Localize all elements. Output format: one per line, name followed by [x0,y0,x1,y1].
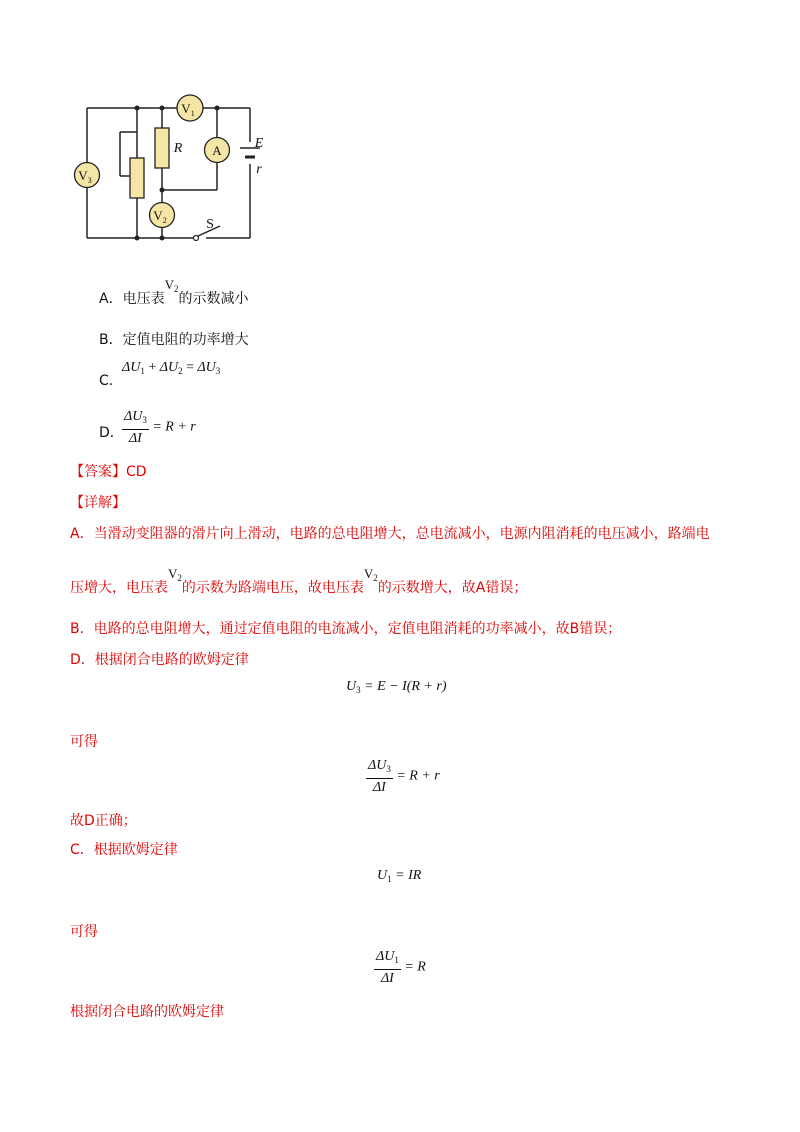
explain-a-line1: A．当滑动变阻器的滑片向上滑动，电路的总电阻增大，总电流减小，电源内阻消耗的电压减小，路端电 [70,526,710,542]
option-c-formula: $\Delta U_1 + \Delta U_2 = \Delta U_3$ [122,360,221,376]
equation-4: $\frac{\Delta U_1}{\Delta I}$ = R [376,949,426,986]
equation-1: $U_3 = E - I(R + r)$ [346,679,447,695]
ammeter-label: A [212,143,222,158]
explain-c: C．根据欧姆定律 [70,842,178,858]
v3-label: $V_3$ [78,168,92,185]
option-c-label: C． [99,373,123,389]
kede-2: 可得 [70,924,98,940]
explain-b: B．电路的总电阻增大，通过定值电阻的电流减小，定值电阻消耗的功率减小，故B错误； [70,621,622,637]
meter-v2-symbol: $V_2$ [168,566,182,583]
rheostat [130,158,144,198]
option-a: A．电压表$V_2$的示数减小 [99,277,249,307]
option-b: B．定值电阻的功率增大 [99,332,249,348]
circuit-diagram [70,90,270,250]
explain-a-line2: 压增大，电压表$V_2$的示数为路端电压，故电压表$V_2$的示数增大，故A错误； [70,566,528,596]
option-d-formula: $\frac{\Delta U_3}{\Delta I}$ = R + r [124,409,196,446]
explain-d-correct: 故D正确； [70,813,137,829]
answer: 【答案】CD [70,464,147,480]
resistor-label: R [173,141,183,156]
kede-1: 可得 [70,734,98,750]
internal-label: r [256,162,262,177]
equation-3: $U_1$ = IR [377,868,422,884]
equation-2: $\frac{\Delta U_3}{\Delta I}$ = R + r [368,758,440,795]
explain-d: D．根据闭合电路的欧姆定律 [70,652,249,668]
explain-last-line: 根据闭合电路的欧姆定律 [70,1004,224,1020]
switch-label: S [206,217,214,232]
v2-label: $V_2$ [153,208,167,225]
resistor-r [155,128,169,168]
meter-v2-symbol: $V_2$ [164,277,179,294]
emf-label: E [254,136,264,151]
v1-label: $V_1$ [181,101,195,118]
explain-header: 【详解】 [70,495,126,511]
meter-v2-symbol: $V_2$ [363,566,378,583]
option-d-label: D． [99,425,124,441]
